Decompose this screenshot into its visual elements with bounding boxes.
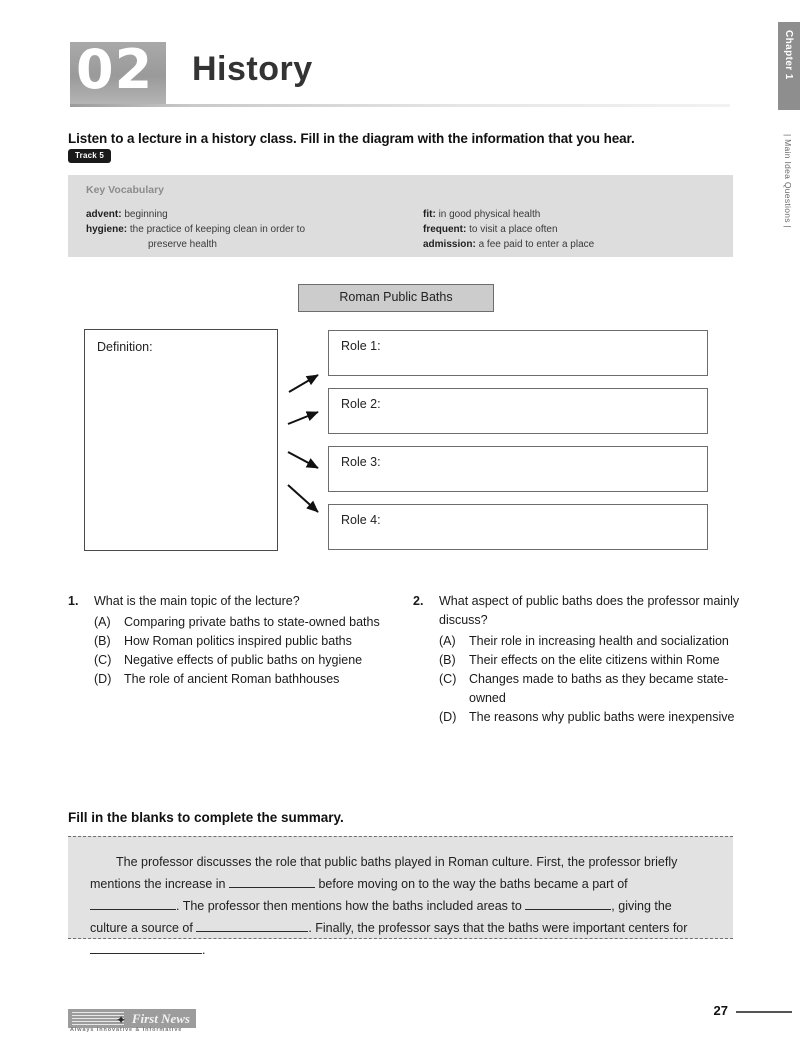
publisher-logo [68, 1009, 196, 1028]
vocab-entry [423, 237, 723, 252]
vocab-term: fit: [423, 209, 436, 220]
option-text: Their effects on the elite citizens within Rome [469, 653, 720, 667]
header-divider [70, 104, 730, 107]
option-letter: (C) [439, 672, 457, 686]
chapter-tab-label: Chapter 1 [783, 30, 794, 80]
option-b[interactable] [94, 632, 398, 651]
page-number-rule [736, 1011, 792, 1013]
question-text: What is the main topic of the lecture? [94, 594, 300, 608]
question-1 [68, 592, 398, 689]
question-stem [68, 592, 398, 611]
vocab-definition-continued: preserve health [148, 239, 217, 250]
option-a[interactable] [94, 613, 398, 632]
summary-segment: . Finally, the professor says that the baths were important centers for [308, 921, 688, 935]
option-b[interactable] [439, 651, 743, 670]
vocab-entry [423, 207, 723, 222]
summary-blank-3[interactable] [525, 909, 611, 910]
key-vocabulary-title: Key Vocabulary [86, 184, 165, 196]
option-c[interactable] [94, 651, 398, 670]
question-text: What aspect of public baths does the professor mainly discuss? [439, 594, 740, 627]
section-tab [778, 130, 800, 260]
star-icon: ✦ [116, 1013, 127, 1027]
section-tab-label: | Main Idea Questions | [783, 134, 793, 228]
option-text: How Roman politics inspired public baths [124, 634, 352, 648]
option-text: Changes made to baths as they became state-owned [469, 672, 729, 705]
vocab-entry [423, 222, 723, 237]
option-c[interactable] [439, 670, 743, 708]
diagram-role-box-3[interactable] [328, 446, 708, 492]
arrow-to-role-3 [288, 452, 318, 468]
page-title: History [192, 50, 313, 88]
summary-heading: Fill in the blanks to complete the summary. [68, 810, 344, 825]
instruction-text: Listen to a lecture in a history class. Fill in the diagram with the information that you hear. [68, 131, 635, 146]
vocab-definition: beginning [124, 209, 168, 220]
summary-text [90, 851, 710, 961]
chapter-tab [778, 22, 800, 110]
option-text: Negative effects of public baths on hygiene [124, 653, 363, 667]
vocab-definition: a fee paid to enter a place [478, 239, 595, 250]
option-text: Their role in increasing health and socialization [469, 634, 729, 648]
question-options [413, 632, 743, 727]
diagram-definition-label: Definition: [97, 340, 153, 354]
summary-blank-1[interactable] [229, 887, 315, 888]
vocab-entry [86, 222, 416, 252]
diagram-role-label: Role 3: [341, 455, 381, 469]
vocab-term: frequent: [423, 224, 467, 235]
option-letter: (B) [439, 653, 456, 667]
arrow-to-role-1 [289, 375, 318, 392]
summary-segment: The professor discusses the role that public baths played in Roman culture. First, the professor briefly mentions the increase in [90, 855, 678, 891]
key-vocabulary-left-column [86, 207, 416, 252]
diagram-role-box-2[interactable] [328, 388, 708, 434]
option-text: Comparing private baths to state-owned baths [124, 615, 380, 629]
option-letter: (A) [439, 634, 456, 648]
diagram-role-label: Role 2: [341, 397, 381, 411]
summary-segment: before moving on to the way the baths became a part of [314, 877, 628, 891]
option-letter: (B) [94, 634, 111, 648]
vocab-term: hygiene: [86, 224, 128, 235]
track-badge: Track 5 [68, 149, 111, 163]
option-letter: (D) [439, 710, 457, 724]
vocab-term: advent: [86, 209, 122, 220]
diagram-role-box-1[interactable] [328, 330, 708, 376]
page-number: 27 [713, 1003, 728, 1018]
vocab-term: admission: [423, 239, 476, 250]
option-text: The role of ancient Roman bathhouses [124, 672, 340, 686]
summary-segment: . [202, 943, 206, 957]
summary-blank-4[interactable] [196, 931, 308, 932]
vocab-definition: in good physical health [438, 209, 541, 220]
summary-blank-5[interactable] [90, 953, 202, 954]
option-d[interactable] [439, 708, 743, 727]
option-letter: (C) [94, 653, 112, 667]
chapter-header [70, 38, 730, 116]
summary-segment: . The professor then mentions how the baths included areas to [176, 899, 526, 913]
option-text: The reasons why public baths were inexpensive [469, 710, 735, 724]
chapter-number-block [70, 38, 166, 104]
option-d[interactable] [94, 670, 398, 689]
publisher-tagline: Always Innovative & Informative [70, 1027, 183, 1033]
key-vocabulary-right-column [423, 207, 723, 252]
diagram-definition-box[interactable] [84, 329, 278, 551]
summary-blank-2[interactable] [90, 909, 176, 910]
option-a[interactable] [439, 632, 743, 651]
question-number: 2. [413, 594, 424, 608]
option-letter: (A) [94, 615, 111, 629]
option-letter: (D) [94, 672, 112, 686]
question-2 [413, 592, 743, 727]
diagram-role-label: Role 4: [341, 513, 381, 527]
diagram-topic-box [298, 284, 494, 312]
question-number: 1. [68, 594, 79, 608]
summary-box [68, 836, 733, 957]
question-options [68, 613, 398, 689]
vocab-definition: to visit a place often [469, 224, 558, 235]
question-stem [413, 592, 743, 630]
publisher-name: First News [131, 1011, 190, 1026]
summary-segment: , giving the culture a source of [90, 899, 672, 935]
arrow-to-role-4 [288, 485, 318, 512]
key-vocabulary-box [68, 175, 733, 257]
diagram-topic-label: Roman Public Baths [339, 290, 453, 304]
vocab-entry [86, 207, 416, 222]
chapter-number: 02 [76, 38, 154, 101]
arrow-to-role-2 [288, 412, 318, 424]
vocab-definition: the practice of keeping clean in order to [129, 224, 306, 235]
diagram-role-box-4[interactable] [328, 504, 708, 550]
diagram-role-label: Role 1: [341, 339, 381, 353]
